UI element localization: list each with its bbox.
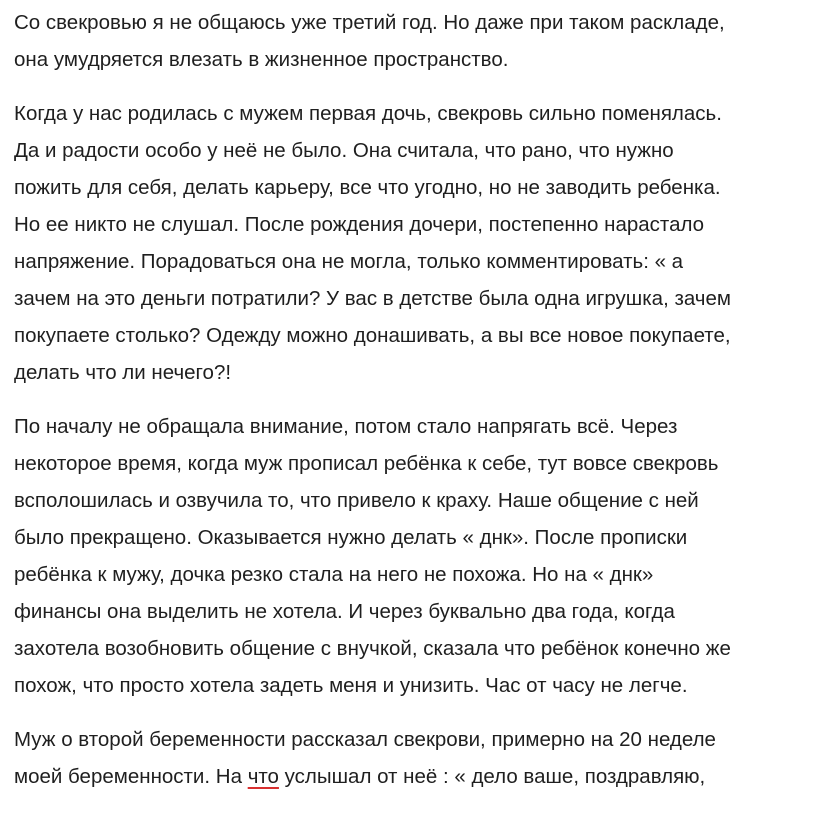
text-line: всполошилась и озвучила то, что привело к краху. Наше общение с ней [14, 489, 699, 512]
article-body [14, 4, 824, 812]
text-line-last [14, 758, 824, 795]
spellcheck-underlined-word[interactable]: что [247, 765, 279, 788]
text-line: делать что ли нечего?! [14, 361, 232, 384]
text-line: пожить для себя, делать карьеру, все что угодно, но не заводить ребенка. [14, 176, 721, 199]
text-line: Но ее никто не слушал. После рождения дочери, постепенно нарастало [14, 213, 705, 236]
text-line: некоторое время, когда муж прописал ребёнка к себе, тут вовсе свекровь [14, 452, 719, 475]
text-line: было прекращено. Оказывается нужно делать « днк». После прописки [14, 526, 688, 549]
text-line: Муж о второй беременности рассказал свекрови, примерно на 20 неделе [14, 728, 716, 751]
text-line: она умудряется влезать в жизненное пространство. [14, 48, 509, 71]
paragraph-2 [14, 95, 824, 391]
text-line: покупаете столько? Одежду можно донашивать, а вы все новое покупаете, [14, 324, 731, 347]
text-line: захотела возобновить общение с внучкой, сказала что ребёнок конечно же [14, 637, 731, 660]
text-line: По началу не обращала внимание, потом стало напрягать всё. Через [14, 415, 678, 438]
text-segment: услышал от неё : « дело ваше, поздравляю, [278, 765, 706, 788]
text-line: ребёнка к мужу, дочка резко стала на него не похожа. Но на « днк» [14, 563, 654, 586]
text-line: финансы она выделить не хотела. И через буквально два года, когда [14, 600, 675, 623]
text-line: Когда у нас родилась с мужем первая дочь, свекровь сильно поменялась. [14, 102, 722, 125]
text-line: зачем на это деньги потратили? У вас в детстве была одна игрушка, зачем [14, 287, 731, 310]
text-line: Со свекровью я не общаюсь уже третий год. Но даже при таком раскладе, [14, 11, 725, 34]
text-line: Да и радости особо у неё не было. Она считала, что рано, что нужно [14, 139, 674, 162]
paragraph-4 [14, 721, 824, 795]
paragraph-3 [14, 408, 824, 704]
text-segment: моей беременности. На [14, 765, 248, 788]
paragraph-1 [14, 4, 824, 78]
text-line: похож, что просто хотела задеть меня и унизить. Час от часу не легче. [14, 674, 688, 697]
text-line: напряжение. Порадоваться она не могла, только комментировать: « а [14, 250, 684, 273]
